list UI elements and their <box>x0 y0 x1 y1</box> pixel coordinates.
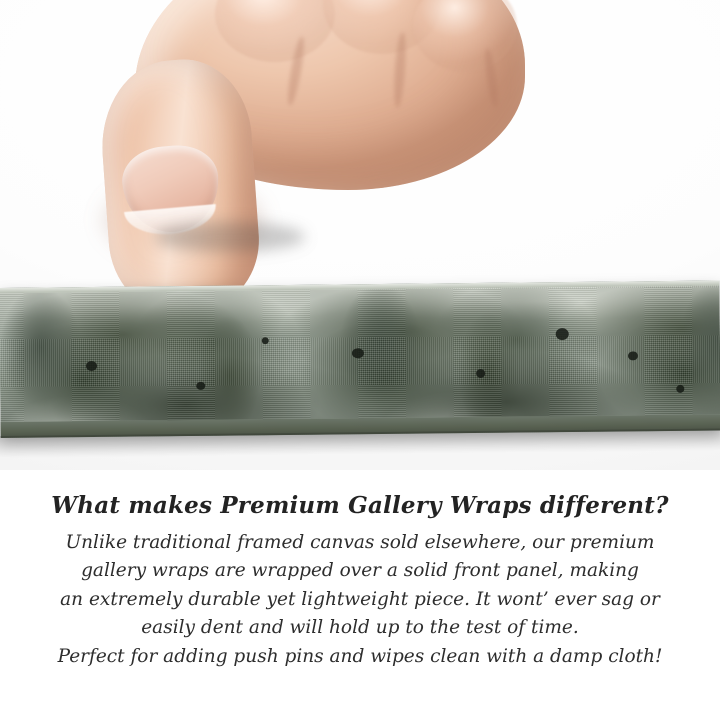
caption-line: gallery wraps are wrapped over a solid front panel, making <box>81 560 639 582</box>
canvas-weave-texture <box>0 280 720 438</box>
canvas-speck <box>352 348 364 358</box>
caption-line: Unlike traditional framed canvas sold elsewhere, our premium <box>65 532 655 553</box>
canvas-edge-icon <box>0 280 720 438</box>
canvas-speck <box>628 351 638 360</box>
canvas-speck <box>676 385 684 393</box>
canvas-speck <box>556 328 569 340</box>
contact-shadow <box>155 222 305 252</box>
caption-heading: What makes Premium Gallery Wraps different? <box>51 492 669 519</box>
caption-line: an extremely durable yet lightweight piece. It wont’ ever sag or <box>60 588 660 610</box>
caption-body <box>0 529 720 671</box>
caption-block <box>0 492 720 671</box>
caption-line: Perfect for adding push pins and wipes clean with a damp cloth! <box>57 645 663 667</box>
caption-line: easily dent and will hold up to the test of time. <box>141 617 579 639</box>
canvas-speck <box>262 337 269 344</box>
canvas-speck <box>86 361 97 371</box>
canvas-speck <box>476 369 485 378</box>
canvas-speck <box>196 382 205 390</box>
